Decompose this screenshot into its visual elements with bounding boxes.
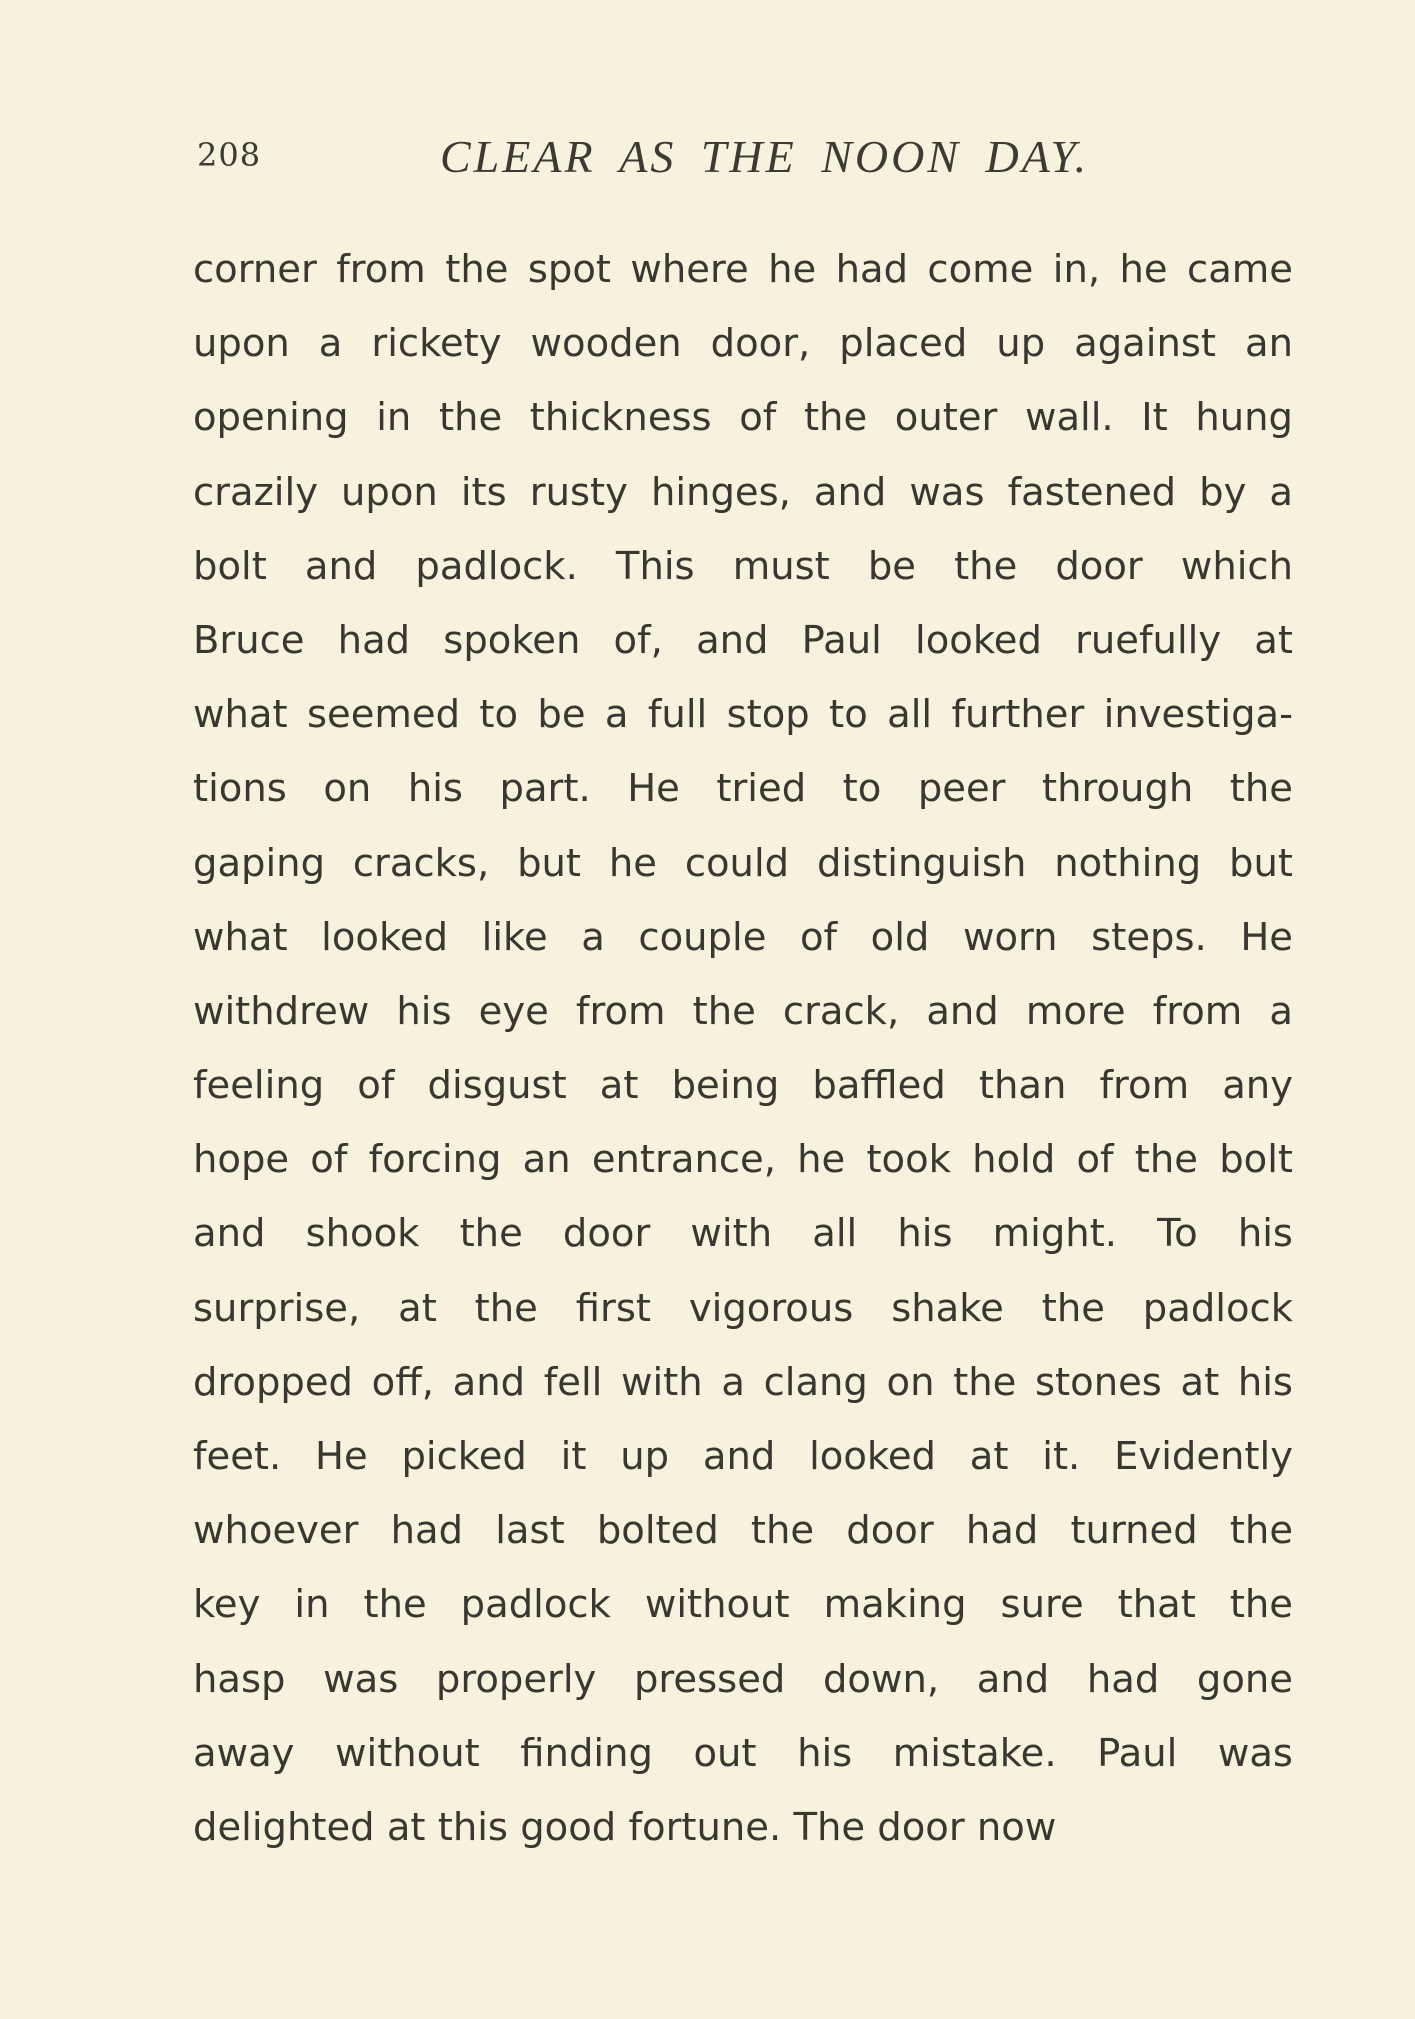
text-line: hasp was properly pressed down, and had gone: [193, 1656, 1293, 1702]
body-text: [193, 233, 1293, 1865]
page-number: 208: [197, 136, 262, 174]
text-line: feeling of disgust at being baffled than from any: [193, 1063, 1293, 1109]
text-line: what seemed to be a full stop to all further investiga-: [193, 692, 1293, 738]
text-line: away without finding out his mistake. Paul was: [193, 1730, 1293, 1776]
text-line: hope of forcing an entrance, he took hold of the bolt: [193, 1137, 1293, 1183]
text-line: delighted at this good fortune. The door now: [193, 1804, 1057, 1850]
running-head: [197, 130, 1292, 190]
running-title: CLEAR AS THE NOON DAY.: [440, 131, 1090, 182]
text-line: gaping cracks, but he could distinguish nothing but: [193, 840, 1293, 886]
text-line: Bruce had spoken of, and Paul looked ruefully at: [193, 617, 1293, 663]
text-line: dropped off, and fell with a clang on the stones at his: [193, 1359, 1293, 1405]
text-line: withdrew his eye from the crack, and more from a: [193, 988, 1293, 1034]
text-line: corner from the spot where he had come in, he came: [193, 247, 1293, 292]
text-line: crazily upon its rusty hinges, and was fastened by a: [193, 469, 1293, 515]
text-line: upon a rickety wooden door, placed up against an: [193, 321, 1293, 367]
text-line: surprise, at the first vigorous shake the padlock: [193, 1285, 1293, 1331]
text-line: key in the padlock without making sure that the: [193, 1582, 1293, 1628]
text-line: and shook the door with all his might. To his: [193, 1211, 1293, 1257]
text-line: opening in the thickness of the outer wall. It hung: [193, 395, 1293, 441]
text-line: what looked like a couple of old worn steps. He: [193, 914, 1293, 960]
text-line: whoever had last bolted the door had turned the: [193, 1508, 1293, 1554]
text-line: feet. He picked it up and looked at it. Evidently: [193, 1434, 1293, 1479]
text-line: bolt and padlock. This must be the door which: [193, 543, 1293, 589]
text-line: tions on his part. He tried to peer through the: [193, 766, 1293, 812]
